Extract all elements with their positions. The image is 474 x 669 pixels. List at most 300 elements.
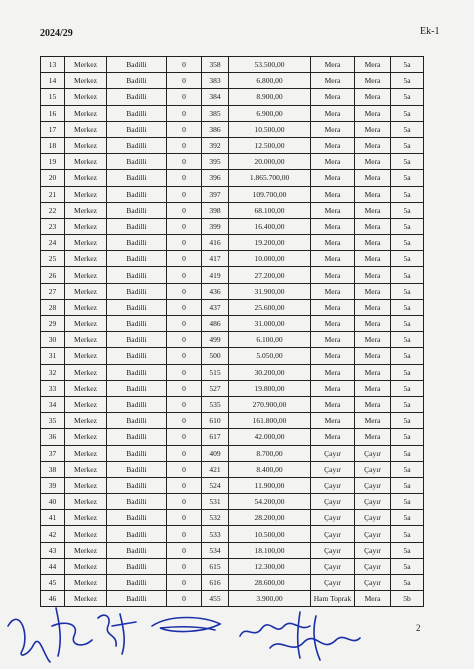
cell-area: 30.200,00 — [229, 364, 311, 380]
cell-type-proposed: Mera — [355, 283, 391, 299]
cell-class: 5a — [391, 526, 424, 542]
cell-area: 1.865.700,00 — [229, 170, 311, 186]
cell-area: 8.700,00 — [229, 445, 311, 461]
cell-type-current: Çayır — [311, 510, 355, 526]
cell-district: Merkez — [65, 429, 107, 445]
cell-district: Merkez — [65, 267, 107, 283]
cell-block: 0 — [167, 575, 202, 591]
cell-row-no: 40 — [41, 494, 65, 510]
table-row — [41, 137, 424, 153]
cell-village: Badilli — [107, 510, 167, 526]
cell-row-no: 31 — [41, 348, 65, 364]
cell-district: Merkez — [65, 332, 107, 348]
cell-row-no: 29 — [41, 316, 65, 332]
cell-block: 0 — [167, 267, 202, 283]
cell-district: Merkez — [65, 494, 107, 510]
cell-row-no: 22 — [41, 202, 65, 218]
cell-block: 0 — [167, 299, 202, 315]
cell-parcel: 436 — [202, 283, 229, 299]
cell-block: 0 — [167, 413, 202, 429]
cell-district: Merkez — [65, 218, 107, 234]
cell-type-proposed: Mera — [355, 380, 391, 396]
table-row — [41, 121, 424, 137]
table-row — [41, 413, 424, 429]
cell-row-no: 42 — [41, 526, 65, 542]
cell-type-proposed: Mera — [355, 332, 391, 348]
cell-village: Badilli — [107, 170, 167, 186]
cell-village: Badilli — [107, 348, 167, 364]
cell-type-current: Mera — [311, 316, 355, 332]
cell-block: 0 — [167, 558, 202, 574]
cell-type-current: Mera — [311, 413, 355, 429]
cell-village: Badilli — [107, 235, 167, 251]
cell-village: Badilli — [107, 73, 167, 89]
cell-parcel: 533 — [202, 526, 229, 542]
cell-type-current: Mera — [311, 137, 355, 153]
cell-district: Merkez — [65, 510, 107, 526]
cell-parcel: 532 — [202, 510, 229, 526]
cell-parcel: 437 — [202, 299, 229, 315]
cell-type-proposed: Mera — [355, 202, 391, 218]
cell-type-current: Ham Toprak — [311, 591, 355, 607]
cell-block: 0 — [167, 396, 202, 412]
cell-block: 0 — [167, 494, 202, 510]
cell-type-proposed: Mera — [355, 413, 391, 429]
cell-class: 5a — [391, 510, 424, 526]
cell-type-proposed: Mera — [355, 57, 391, 73]
cell-area: 10.500,00 — [229, 121, 311, 137]
cell-district: Merkez — [65, 299, 107, 315]
cell-area: 6.800,00 — [229, 73, 311, 89]
cell-class: 5a — [391, 154, 424, 170]
cell-type-current: Çayır — [311, 477, 355, 493]
cell-parcel: 610 — [202, 413, 229, 429]
cell-area: 31.000,00 — [229, 316, 311, 332]
cell-village: Badilli — [107, 461, 167, 477]
cell-block: 0 — [167, 89, 202, 105]
cell-type-current: Çayır — [311, 445, 355, 461]
cell-village: Badilli — [107, 575, 167, 591]
cell-class: 5a — [391, 235, 424, 251]
cell-village: Badilli — [107, 429, 167, 445]
cell-area: 11.900,00 — [229, 477, 311, 493]
table-row — [41, 364, 424, 380]
cell-class: 5a — [391, 348, 424, 364]
cell-type-current: Mera — [311, 73, 355, 89]
cell-area: 42.000,00 — [229, 429, 311, 445]
cell-type-current: Mera — [311, 348, 355, 364]
table-row — [41, 299, 424, 315]
table-row — [41, 283, 424, 299]
cell-parcel: 397 — [202, 186, 229, 202]
cell-class: 5a — [391, 105, 424, 121]
cell-type-current: Mera — [311, 121, 355, 137]
cell-village: Badilli — [107, 413, 167, 429]
cell-area: 28.600,00 — [229, 575, 311, 591]
cell-block: 0 — [167, 542, 202, 558]
cell-row-no: 13 — [41, 57, 65, 73]
table-row — [41, 251, 424, 267]
cell-type-current: Mera — [311, 89, 355, 105]
cell-district: Merkez — [65, 558, 107, 574]
cell-type-current: Çayır — [311, 575, 355, 591]
cell-row-no: 28 — [41, 299, 65, 315]
cell-village: Badilli — [107, 57, 167, 73]
cell-area: 19.200,00 — [229, 235, 311, 251]
cell-row-no: 32 — [41, 364, 65, 380]
cell-type-proposed: Mera — [355, 591, 391, 607]
cell-block: 0 — [167, 364, 202, 380]
cell-area: 53.500,00 — [229, 57, 311, 73]
cell-district: Merkez — [65, 89, 107, 105]
cell-block: 0 — [167, 445, 202, 461]
cell-block: 0 — [167, 251, 202, 267]
cell-district: Merkez — [65, 121, 107, 137]
cell-village: Badilli — [107, 494, 167, 510]
cell-row-no: 19 — [41, 154, 65, 170]
cell-row-no: 17 — [41, 121, 65, 137]
cell-parcel: 385 — [202, 105, 229, 121]
cell-parcel: 500 — [202, 348, 229, 364]
cell-block: 0 — [167, 461, 202, 477]
cell-district: Merkez — [65, 154, 107, 170]
cell-type-current: Mera — [311, 235, 355, 251]
cell-row-no: 41 — [41, 510, 65, 526]
cell-type-proposed: Mera — [355, 121, 391, 137]
cell-type-current: Mera — [311, 251, 355, 267]
cell-parcel: 524 — [202, 477, 229, 493]
cell-class: 5a — [391, 542, 424, 558]
cell-type-proposed: Mera — [355, 105, 391, 121]
cell-class: 5a — [391, 202, 424, 218]
cell-block: 0 — [167, 429, 202, 445]
cell-type-current: Mera — [311, 170, 355, 186]
cell-row-no: 45 — [41, 575, 65, 591]
cell-row-no: 33 — [41, 380, 65, 396]
page-number: 2 — [416, 623, 421, 633]
cell-village: Badilli — [107, 477, 167, 493]
table-row — [41, 105, 424, 121]
cell-parcel: 527 — [202, 380, 229, 396]
cell-class: 5a — [391, 413, 424, 429]
cell-class: 5a — [391, 558, 424, 574]
cell-type-current: Mera — [311, 57, 355, 73]
cell-district: Merkez — [65, 202, 107, 218]
cell-class: 5a — [391, 380, 424, 396]
cell-district: Merkez — [65, 105, 107, 121]
cell-class: 5a — [391, 575, 424, 591]
cell-village: Badilli — [107, 364, 167, 380]
cell-type-current: Mera — [311, 218, 355, 234]
cell-village: Badilli — [107, 137, 167, 153]
cell-village: Badilli — [107, 283, 167, 299]
cell-parcel: 535 — [202, 396, 229, 412]
cell-class: 5a — [391, 89, 424, 105]
cell-block: 0 — [167, 348, 202, 364]
cell-class: 5a — [391, 267, 424, 283]
cell-district: Merkez — [65, 526, 107, 542]
cell-area: 25.600,00 — [229, 299, 311, 315]
cell-area: 18.100,00 — [229, 542, 311, 558]
cell-block: 0 — [167, 202, 202, 218]
cell-type-proposed: Çayır — [355, 526, 391, 542]
cell-type-proposed: Mera — [355, 316, 391, 332]
cell-row-no: 14 — [41, 73, 65, 89]
cell-village: Badilli — [107, 121, 167, 137]
cell-type-current: Mera — [311, 202, 355, 218]
cell-type-proposed: Mera — [355, 364, 391, 380]
table-row — [41, 348, 424, 364]
table-row — [41, 267, 424, 283]
cell-area: 3.900,00 — [229, 591, 311, 607]
cell-village: Badilli — [107, 267, 167, 283]
cell-village: Badilli — [107, 332, 167, 348]
cell-parcel: 358 — [202, 57, 229, 73]
cell-village: Badilli — [107, 105, 167, 121]
cell-parcel: 383 — [202, 73, 229, 89]
cell-district: Merkez — [65, 316, 107, 332]
cell-area: 19.800,00 — [229, 380, 311, 396]
table-row — [41, 57, 424, 73]
annex-label: Ek-1 — [420, 26, 440, 37]
table-row — [41, 186, 424, 202]
signature-4 — [152, 618, 220, 632]
cell-block: 0 — [167, 526, 202, 542]
cell-type-current: Mera — [311, 332, 355, 348]
cell-row-no: 35 — [41, 413, 65, 429]
cell-row-no: 20 — [41, 170, 65, 186]
table-row — [41, 461, 424, 477]
cell-block: 0 — [167, 283, 202, 299]
cell-district: Merkez — [65, 348, 107, 364]
cell-parcel: 617 — [202, 429, 229, 445]
cell-row-no: 23 — [41, 218, 65, 234]
cell-type-proposed: Çayır — [355, 461, 391, 477]
table-row — [41, 202, 424, 218]
cell-area: 27.200,00 — [229, 267, 311, 283]
cell-parcel: 616 — [202, 575, 229, 591]
cell-district: Merkez — [65, 137, 107, 153]
cell-block: 0 — [167, 235, 202, 251]
cell-area: 161.800,00 — [229, 413, 311, 429]
cell-district: Merkez — [65, 170, 107, 186]
cell-area: 12.300,00 — [229, 558, 311, 574]
cell-village: Badilli — [107, 89, 167, 105]
cell-type-proposed: Mera — [355, 251, 391, 267]
table-row — [41, 73, 424, 89]
cell-row-no: 27 — [41, 283, 65, 299]
cell-parcel: 416 — [202, 235, 229, 251]
cell-block: 0 — [167, 154, 202, 170]
cell-block: 0 — [167, 73, 202, 89]
cell-parcel: 398 — [202, 202, 229, 218]
table-row — [41, 429, 424, 445]
table-row — [41, 575, 424, 591]
cell-type-current: Mera — [311, 154, 355, 170]
cell-area: 109.700,00 — [229, 186, 311, 202]
cell-row-no: 25 — [41, 251, 65, 267]
cell-row-no: 18 — [41, 137, 65, 153]
cell-type-current: Çayır — [311, 526, 355, 542]
signature-7 — [298, 612, 320, 660]
signatures-image — [0, 596, 474, 669]
cell-area: 10.000,00 — [229, 251, 311, 267]
cell-area: 5.050,00 — [229, 348, 311, 364]
cell-village: Badilli — [107, 154, 167, 170]
cell-district: Merkez — [65, 380, 107, 396]
cell-type-proposed: Mera — [355, 267, 391, 283]
cell-class: 5a — [391, 137, 424, 153]
cell-type-proposed: Mera — [355, 89, 391, 105]
cell-area: 20.000,00 — [229, 154, 311, 170]
cell-area: 270.900,00 — [229, 396, 311, 412]
table-row — [41, 445, 424, 461]
cell-parcel: 534 — [202, 542, 229, 558]
cell-district: Merkez — [65, 591, 107, 607]
cell-parcel: 419 — [202, 267, 229, 283]
cell-village: Badilli — [107, 591, 167, 607]
cell-village: Badilli — [107, 445, 167, 461]
cell-parcel: 615 — [202, 558, 229, 574]
cell-block: 0 — [167, 316, 202, 332]
signature-1 — [8, 619, 50, 662]
cell-type-current: Mera — [311, 267, 355, 283]
cell-parcel: 499 — [202, 332, 229, 348]
cell-area: 54.200,00 — [229, 494, 311, 510]
cell-village: Badilli — [107, 380, 167, 396]
cell-class: 5a — [391, 316, 424, 332]
cell-block: 0 — [167, 477, 202, 493]
cell-type-proposed: Mera — [355, 137, 391, 153]
cell-village: Badilli — [107, 316, 167, 332]
cell-parcel: 515 — [202, 364, 229, 380]
cell-row-no: 15 — [41, 89, 65, 105]
cell-class: 5a — [391, 364, 424, 380]
table-row — [41, 154, 424, 170]
cell-type-proposed: Çayır — [355, 558, 391, 574]
cell-class: 5a — [391, 429, 424, 445]
cell-type-proposed: Çayır — [355, 510, 391, 526]
cell-area: 31.900,00 — [229, 283, 311, 299]
cell-class: 5b — [391, 591, 424, 607]
cell-district: Merkez — [65, 57, 107, 73]
signature-5 — [240, 623, 310, 636]
cell-type-current: Mera — [311, 364, 355, 380]
cell-village: Badilli — [107, 526, 167, 542]
cell-village: Badilli — [107, 251, 167, 267]
cell-row-no: 39 — [41, 477, 65, 493]
parcel-table-body — [41, 57, 424, 607]
cell-type-current: Mera — [311, 396, 355, 412]
cell-village: Badilli — [107, 186, 167, 202]
cell-row-no: 21 — [41, 186, 65, 202]
cell-type-proposed: Mera — [355, 348, 391, 364]
cell-class: 5a — [391, 218, 424, 234]
cell-village: Badilli — [107, 558, 167, 574]
cell-type-proposed: Mera — [355, 186, 391, 202]
cell-row-no: 36 — [41, 429, 65, 445]
table-row — [41, 494, 424, 510]
cell-type-current: Mera — [311, 299, 355, 315]
cell-class: 5a — [391, 494, 424, 510]
cell-village: Badilli — [107, 202, 167, 218]
cell-parcel: 396 — [202, 170, 229, 186]
cell-block: 0 — [167, 218, 202, 234]
cell-district: Merkez — [65, 73, 107, 89]
table-row — [41, 526, 424, 542]
table-row — [41, 396, 424, 412]
cell-type-current: Çayır — [311, 542, 355, 558]
cell-type-proposed: Mera — [355, 73, 391, 89]
cell-district: Merkez — [65, 251, 107, 267]
cell-block: 0 — [167, 186, 202, 202]
cell-parcel: 384 — [202, 89, 229, 105]
table-row — [41, 542, 424, 558]
cell-block: 0 — [167, 380, 202, 396]
cell-area: 8.900,00 — [229, 89, 311, 105]
cell-class: 5a — [391, 332, 424, 348]
cell-parcel: 395 — [202, 154, 229, 170]
cell-class: 5a — [391, 445, 424, 461]
parcel-table — [40, 56, 424, 607]
cell-parcel: 455 — [202, 591, 229, 607]
cell-row-no: 44 — [41, 558, 65, 574]
cell-type-current: Mera — [311, 429, 355, 445]
table-row — [41, 89, 424, 105]
cell-parcel: 392 — [202, 137, 229, 153]
cell-block: 0 — [167, 591, 202, 607]
cell-type-proposed: Mera — [355, 235, 391, 251]
cell-class: 5a — [391, 299, 424, 315]
cell-area: 8.400,00 — [229, 461, 311, 477]
cell-village: Badilli — [107, 542, 167, 558]
cell-block: 0 — [167, 137, 202, 153]
cell-village: Badilli — [107, 396, 167, 412]
cell-district: Merkez — [65, 396, 107, 412]
cell-district: Merkez — [65, 283, 107, 299]
document-number: 2024/29 — [40, 28, 73, 39]
cell-type-proposed: Çayır — [355, 575, 391, 591]
cell-class: 5a — [391, 251, 424, 267]
cell-type-proposed: Mera — [355, 154, 391, 170]
cell-area: 6.900,00 — [229, 105, 311, 121]
cell-district: Merkez — [65, 235, 107, 251]
cell-type-current: Mera — [311, 186, 355, 202]
signature-2 — [52, 608, 92, 656]
cell-type-proposed: Çayır — [355, 477, 391, 493]
cell-type-proposed: Mera — [355, 429, 391, 445]
cell-row-no: 30 — [41, 332, 65, 348]
cell-block: 0 — [167, 170, 202, 186]
cell-village: Badilli — [107, 218, 167, 234]
cell-type-current: Mera — [311, 105, 355, 121]
table-row — [41, 316, 424, 332]
cell-type-current: Mera — [311, 283, 355, 299]
table-row — [41, 332, 424, 348]
cell-block: 0 — [167, 57, 202, 73]
cell-class: 5a — [391, 283, 424, 299]
table-row — [41, 170, 424, 186]
cell-class: 5a — [391, 396, 424, 412]
cell-parcel: 386 — [202, 121, 229, 137]
cell-parcel: 421 — [202, 461, 229, 477]
cell-type-proposed: Mera — [355, 299, 391, 315]
cell-class: 5a — [391, 73, 424, 89]
cell-row-no: 37 — [41, 445, 65, 461]
cell-class: 5a — [391, 186, 424, 202]
cell-row-no: 38 — [41, 461, 65, 477]
cell-block: 0 — [167, 121, 202, 137]
